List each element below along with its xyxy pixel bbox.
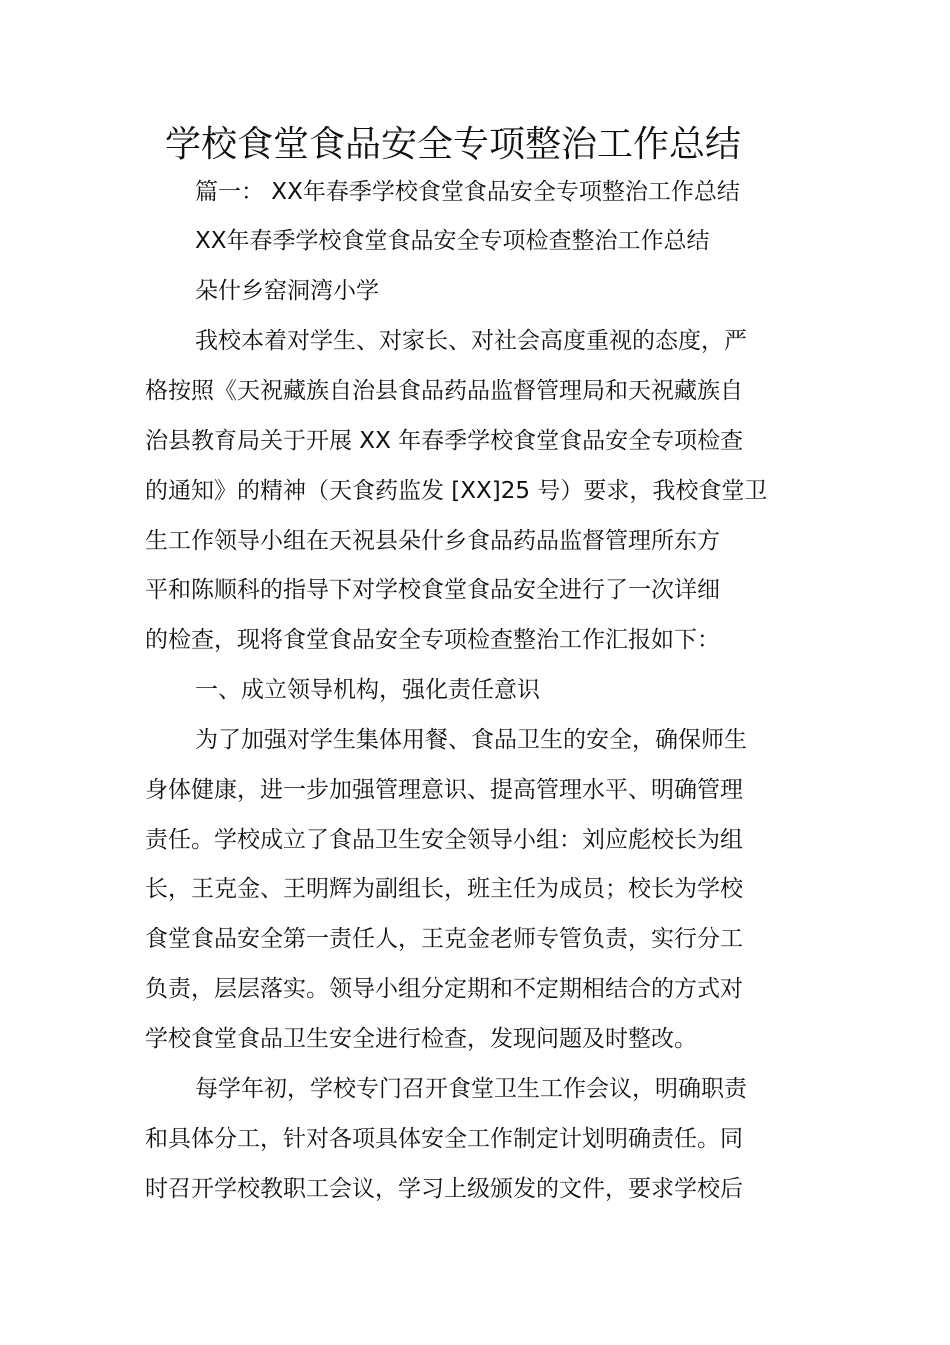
text-line-8: 生工作领导小组在天祝县朵什乡食品药品监督管理所东方: [145, 528, 720, 554]
text-line-1: 篇一： XX年春季学校食堂食品安全专项整治工作总结: [195, 179, 740, 205]
text-line-19: 每学年初，学校专门召开食堂卫生工作会议，明确职责: [195, 1076, 747, 1102]
text-line-13: 身体健康，进一步加强管理意识、提高管理水平、明确管理: [145, 777, 743, 803]
text-line-20: 和具体分工，针对各项具体安全工作制定计划明确责任。同: [145, 1126, 743, 1152]
text-line-6: 治县教育局关于开展 XX 年春季学校食堂食品安全专项检查: [145, 428, 744, 454]
text-line-15: 长，王克金、王明辉为副组长，班主任为成员；校长为学校: [145, 876, 743, 902]
text-line-4: 我校本着对学生、对家长、对社会高度重视的态度，严: [195, 328, 747, 354]
text-line-5: 格按照《天祝藏族自治县食品药品监督管理局和天祝藏族自: [145, 378, 743, 404]
text-line-17: 负责，层层落实。领导小组分定期和不定期相结合的方式对: [145, 976, 743, 1002]
text-line-12: 为了加强对学生集体用餐、食品卫生的安全，确保师生: [195, 727, 747, 753]
section-heading: 一、成立领导机构，强化责任意识: [195, 677, 540, 703]
text-line-9: 平和陈顺科的指导下对学校食堂食品安全进行了一次详细: [145, 577, 720, 603]
text-line-16: 食堂食品安全第一责任人，王克金老师专管负责，实行分工: [145, 926, 743, 952]
text-line-7: 的通知》的精神（天食药监发 [XX]25 号）要求，我校食堂卫: [145, 478, 768, 504]
document-title: 学校食堂食品安全专项整治工作总结: [164, 124, 741, 165]
text-line-2: XX年春季学校食堂食品安全专项检查整治工作总结: [195, 228, 710, 254]
text-line-21: 时召开学校教职工会议，学习上级颁发的文件，要求学校后: [145, 1176, 743, 1202]
text-line-14: 责任。学校成立了食品卫生安全领导小组：刘应彪校长为组: [145, 827, 743, 853]
text-line-10: 的检查，现将食堂食品安全专项检查整治工作汇报如下：: [145, 627, 720, 653]
text-line-3: 朵什乡窑洞湾小学: [195, 278, 379, 304]
text-line-18: 学校食堂食品卫生安全进行检查，发现问题及时整改。: [145, 1026, 697, 1052]
